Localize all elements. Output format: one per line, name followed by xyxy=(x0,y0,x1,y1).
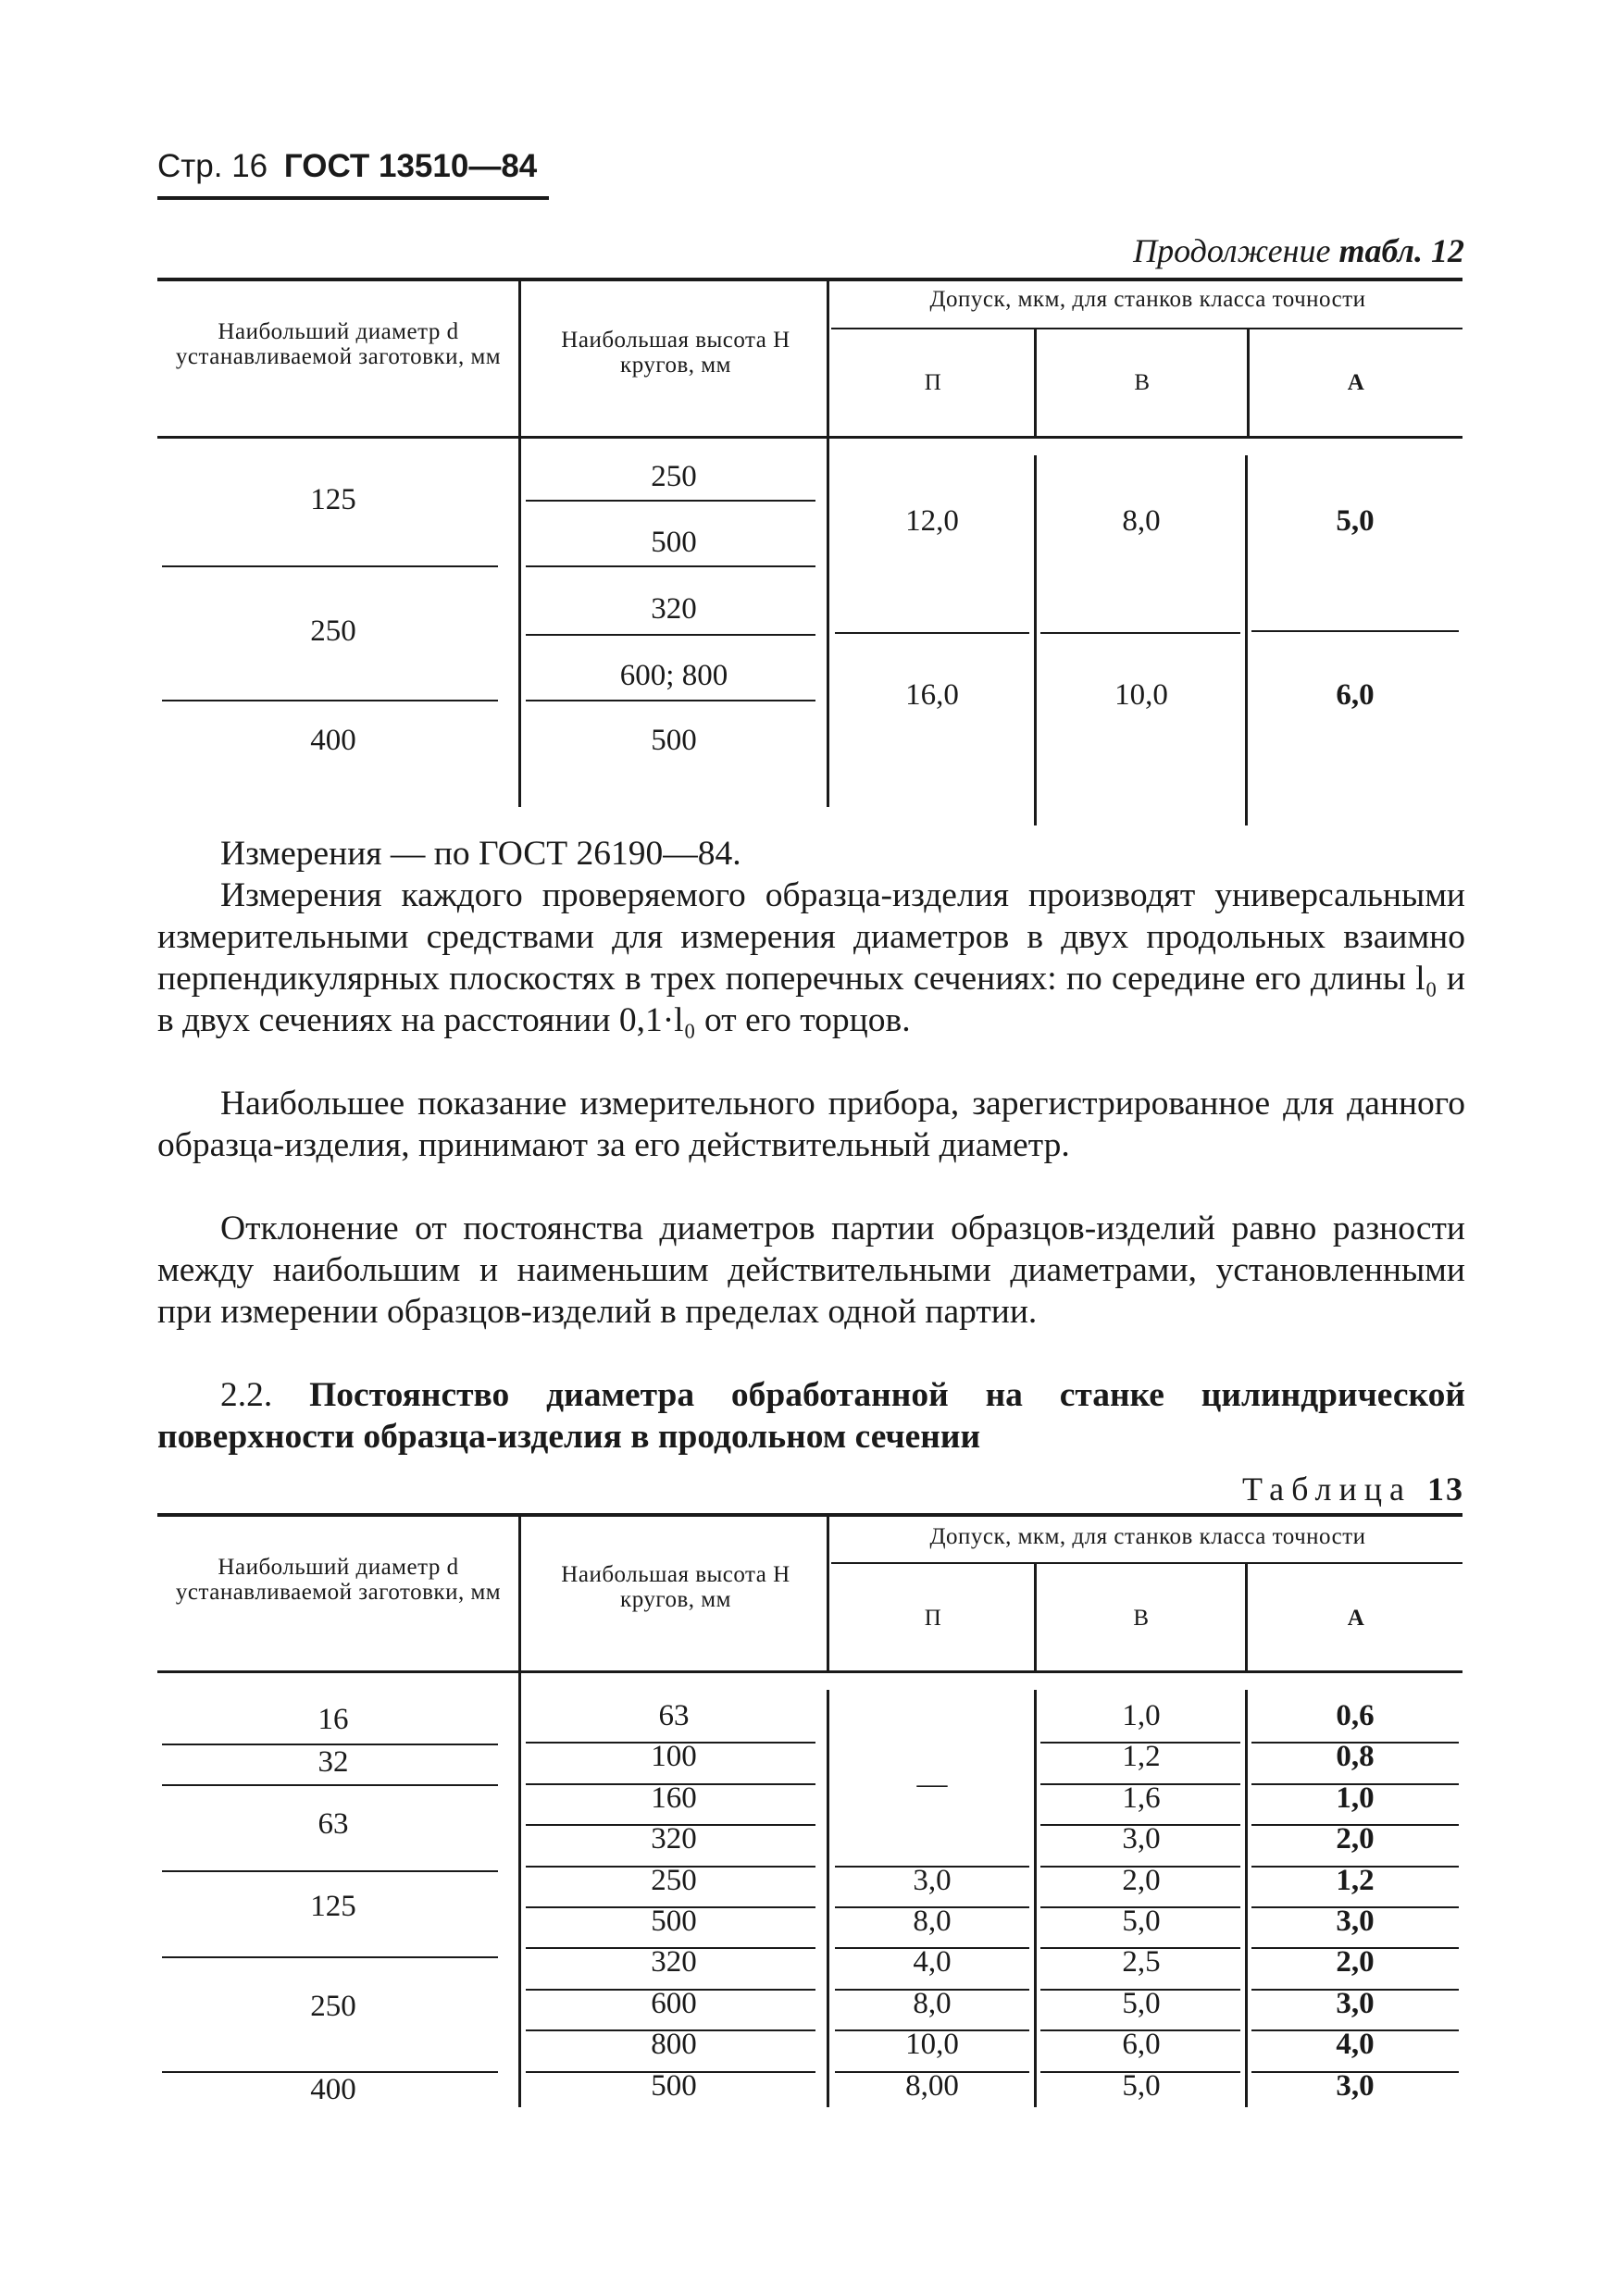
section-heading-2-2 xyxy=(157,1374,1465,1458)
table-ref: табл. 12 xyxy=(1338,232,1464,269)
table-cell: 63 xyxy=(658,1699,690,1732)
paragraph-measurement-method: Измерения каждого проверяемого образца-изделия производят универсальными измерительными средствами для измерения диаметров в двух продольных взаимно перпендикулярных плоскостях в трех поперечных сечениях: по середине его длины l₀ и в двух сечениях на расстоянии 0,1·l₀ от его торцов. xyxy=(157,876,1465,1039)
table-top-rule xyxy=(157,1513,1462,1517)
class-v: В xyxy=(1133,1606,1150,1631)
table-cell: 250 xyxy=(310,614,356,648)
table-cell: 160 xyxy=(651,1781,697,1815)
table-cell: 10,0 xyxy=(905,2028,959,2062)
standard-number: ГОСТ 13510—84 xyxy=(283,148,538,184)
table-13-caption: Таблица 13 xyxy=(1242,1471,1464,1508)
section-number: 2.2. xyxy=(220,1376,273,1414)
table-cell: 3,0 xyxy=(1336,2068,1375,2103)
table-cell: 600 xyxy=(651,1986,697,2020)
table-head-rule xyxy=(157,436,1462,439)
table-cell: 500 xyxy=(651,526,697,559)
class-v: В xyxy=(1134,370,1151,395)
table-cell: 5,0 xyxy=(1122,2068,1161,2103)
tolerance-subhead-rule xyxy=(831,1562,1462,1564)
table-cell: 8,0 xyxy=(1122,504,1161,538)
table-cell: 125 xyxy=(310,1890,356,1923)
table-cell: 250 xyxy=(651,460,697,493)
running-header xyxy=(157,148,537,185)
table-cell: 400 xyxy=(310,724,356,757)
table-head-rule xyxy=(157,1670,1462,1673)
table-cell: 600; 800 xyxy=(619,659,728,692)
table-cell: 1,0 xyxy=(1122,1699,1161,1732)
table-cell: 320 xyxy=(651,592,697,626)
paragraph-deviation: Отклонение от постоянства диаметров партии образцов-изделий равно разности между наибольшим и наименьшим действительными диаметрами, установленными при измерении образцов-изделий в пределах одной партии. xyxy=(157,1210,1465,1331)
table-cell: 4,0 xyxy=(1336,2028,1375,2062)
table-cell: 320 xyxy=(651,1945,697,1980)
table-cell: 800 xyxy=(651,2028,697,2062)
table-cell: 5,0 xyxy=(1122,1986,1161,2020)
table-cell: 10,0 xyxy=(1114,678,1168,712)
class-a: А xyxy=(1347,370,1365,395)
header-height: Наибольшая высота H кругов, мм xyxy=(561,328,790,378)
header-tolerance: Допуск, мкм, для станков класса точности xyxy=(929,287,1366,312)
table-cell: 2,0 xyxy=(1122,1863,1161,1897)
table-cell: 12,0 xyxy=(905,504,959,538)
table-cell: 500 xyxy=(651,1905,697,1938)
table-cell: 100 xyxy=(651,1740,697,1774)
table-cell: 3,0 xyxy=(1122,1822,1161,1856)
paragraph-measurements-ref: Измерения — по ГОСТ 26190—84. xyxy=(220,835,741,873)
table-cell: 1,6 xyxy=(1122,1781,1161,1815)
table-cell-dash: — xyxy=(916,1768,948,1801)
header-tolerance: Допуск, мкм, для станков класса точности xyxy=(929,1524,1366,1549)
table-cell: 3,0 xyxy=(1336,1986,1375,2020)
section-title: Постоянство диаметра обработанной на станке цилиндрической поверхности образца-изделия в продольном сечении xyxy=(157,1376,1466,1456)
table-cell: 32 xyxy=(317,1745,349,1779)
table-cell: 500 xyxy=(651,2068,697,2103)
table-cell: 250 xyxy=(651,1863,697,1897)
class-p: П xyxy=(924,1606,942,1631)
table-cell: 500 xyxy=(651,724,697,757)
table-cell: 3,0 xyxy=(913,1863,952,1897)
table-cell: 2,0 xyxy=(1336,1945,1375,1980)
table-cell: 16,0 xyxy=(905,678,959,712)
table-cell: 6,0 xyxy=(1122,2028,1161,2062)
header-diameter: Наибольший диаметр d устанавливаемой заготовки, мм xyxy=(175,319,502,369)
header-rule xyxy=(157,196,549,200)
table-cell: 4,0 xyxy=(913,1945,952,1980)
table-cell: 400 xyxy=(310,2073,356,2106)
header-height: Наибольшая высота H кругов, мм xyxy=(561,1562,790,1612)
paragraph-max-reading: Наибольшее показание измерительного прибора, зарегистрированное для данного образца-изделия, принимают за его действительный диаметр. xyxy=(157,1085,1465,1164)
table-cell: 2,0 xyxy=(1336,1822,1375,1856)
table-cell: 1,2 xyxy=(1336,1863,1375,1897)
table-cell: 1,0 xyxy=(1336,1781,1375,1815)
page-number: Стр. 16 xyxy=(157,148,268,184)
class-p: П xyxy=(924,370,942,395)
table-cell: 6,0 xyxy=(1336,678,1375,712)
table-cell: 0,8 xyxy=(1336,1740,1375,1774)
table-cell: 8,0 xyxy=(913,1986,952,2020)
table-cell: 5,0 xyxy=(1122,1905,1161,1938)
class-a: А xyxy=(1347,1606,1365,1631)
table-top-rule xyxy=(157,278,1462,281)
table-cell: 0,6 xyxy=(1336,1699,1375,1732)
table-cell: 320 xyxy=(651,1822,697,1856)
table-cell: 16 xyxy=(317,1703,349,1736)
table-cell: 8,00 xyxy=(905,2068,959,2103)
table-cell: 8,0 xyxy=(913,1905,952,1938)
table-cell: 3,0 xyxy=(1336,1905,1375,1938)
tolerance-subhead-rule xyxy=(831,328,1462,329)
table-cell: 1,2 xyxy=(1122,1740,1161,1774)
table-cell: 5,0 xyxy=(1336,504,1375,538)
table-cell: 2,5 xyxy=(1122,1945,1161,1980)
table-cell: 250 xyxy=(310,1990,356,2023)
table-cell: 63 xyxy=(317,1807,349,1841)
header-diameter: Наибольший диаметр d устанавливаемой заготовки, мм xyxy=(175,1555,502,1605)
table-continuation-label: Продолжение табл. 12 xyxy=(1133,232,1464,269)
table-cell: 125 xyxy=(310,483,356,516)
